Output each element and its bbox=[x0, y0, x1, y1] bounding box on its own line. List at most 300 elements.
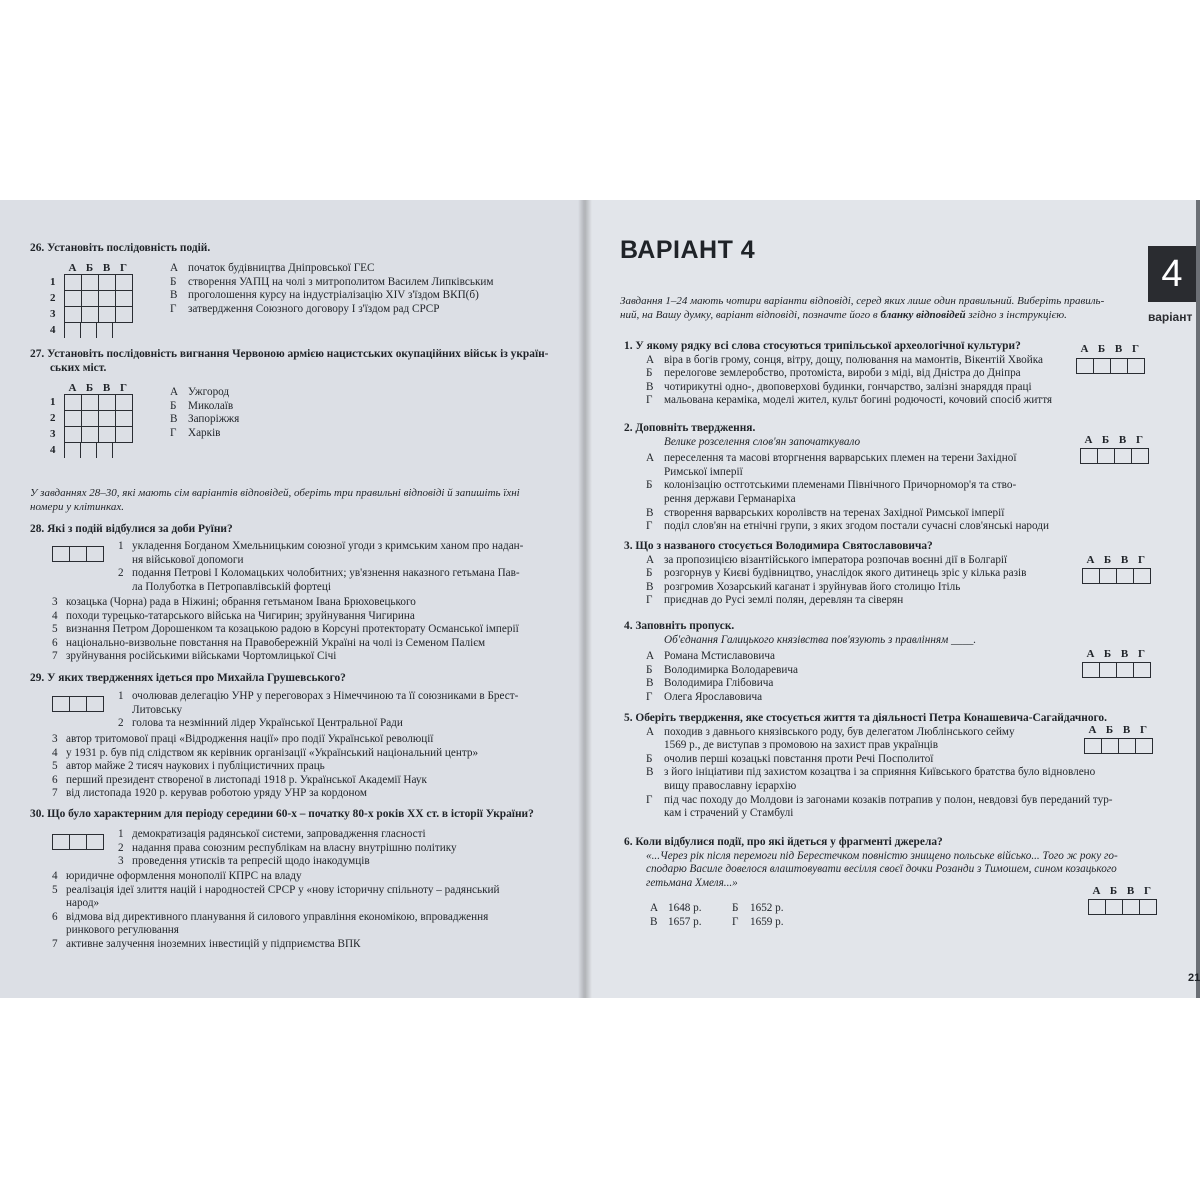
option-letter: Г bbox=[170, 302, 177, 315]
grid-cell[interactable] bbox=[64, 442, 81, 458]
option-letter: А bbox=[646, 650, 655, 663]
answer-cell[interactable] bbox=[1114, 448, 1132, 464]
question-29-options-rest bbox=[52, 733, 572, 801]
option-text: Володимирка Володаревича bbox=[664, 663, 798, 676]
grid-cell[interactable] bbox=[81, 290, 99, 307]
option-letter: Б bbox=[646, 567, 653, 580]
grid-row-label: 3 bbox=[50, 308, 56, 320]
option-letter: В bbox=[646, 506, 654, 519]
option-item bbox=[118, 567, 563, 581]
option-text: 1648 р. bbox=[668, 902, 702, 914]
answer-cell[interactable] bbox=[1131, 448, 1149, 464]
answer-cell[interactable] bbox=[1101, 738, 1119, 754]
option-text: демократизація радянської системи, запровадження гласності bbox=[132, 828, 426, 840]
option-text: козацька (Чорна) рада в Ніжині; обрання гетьманом Івана Брюховецького bbox=[66, 596, 416, 608]
option-number: 4 bbox=[52, 870, 58, 882]
instructions-line: номери у клітинках. bbox=[30, 501, 124, 513]
option-letter: А bbox=[646, 725, 655, 738]
grid-cell[interactable] bbox=[96, 322, 113, 338]
question-1-options bbox=[624, 354, 1074, 408]
question-30-title: 30. Що було характерним для періоду середини 60-х – початку 80-х років XX ст. в історії України? bbox=[30, 808, 534, 820]
option-a bbox=[170, 386, 470, 400]
option-item bbox=[52, 870, 572, 884]
option-number: 5 bbox=[52, 760, 58, 773]
option-text: вищу православну ієрархію bbox=[664, 779, 797, 792]
option-item bbox=[118, 581, 563, 595]
answer-header-2 bbox=[1080, 434, 1148, 446]
question-26 bbox=[30, 242, 210, 256]
option-text: очолив перші козацькі повстання проти Речі Посполитої bbox=[664, 752, 934, 765]
grid-row bbox=[50, 410, 132, 426]
option-text: Романа Мстиславовича bbox=[664, 650, 776, 663]
answer-col-label: В bbox=[1114, 343, 1123, 355]
option-d bbox=[732, 916, 784, 930]
grid-cell[interactable] bbox=[98, 290, 116, 307]
answer-cell[interactable] bbox=[1105, 899, 1123, 915]
book-spread bbox=[0, 200, 1200, 998]
answer-cell[interactable] bbox=[52, 696, 70, 712]
option-a bbox=[646, 354, 1074, 368]
option-text: ня військової допомоги bbox=[132, 553, 244, 566]
option-text: 1659 р. bbox=[750, 915, 784, 928]
option-letter: Г bbox=[170, 426, 177, 439]
grid-row bbox=[50, 306, 132, 322]
option-item bbox=[52, 733, 572, 747]
option-number: 3 bbox=[52, 596, 58, 608]
question-26-title: 26. Установіть послідовність подій. bbox=[30, 242, 211, 254]
question-5-options-top bbox=[624, 726, 1086, 767]
grid-cell[interactable] bbox=[81, 426, 99, 443]
grid-header bbox=[64, 262, 132, 274]
option-letter: Г bbox=[646, 594, 653, 607]
option-letter: А bbox=[646, 452, 655, 465]
question-6-title: 6. Коли відбулися події, про які йдеться у фрагменті джерела? bbox=[624, 836, 943, 848]
grid-row-label: 3 bbox=[50, 428, 56, 440]
answer-cell[interactable] bbox=[52, 834, 70, 850]
answer-cell[interactable] bbox=[1082, 568, 1100, 584]
option-text: переселення та масові вторгнення варварських племен на терени Західної bbox=[664, 452, 1017, 465]
option-item bbox=[52, 897, 572, 911]
option-c bbox=[646, 677, 1074, 691]
answer-cell[interactable] bbox=[1084, 738, 1102, 754]
grid-cell[interactable] bbox=[80, 322, 97, 338]
option-text: Олега Ярославовича bbox=[664, 690, 763, 703]
option-number bbox=[52, 924, 66, 938]
question-28-options-top bbox=[118, 540, 563, 594]
option-letter: А bbox=[170, 262, 179, 274]
question-29 bbox=[30, 672, 346, 686]
option-text: Ужгород bbox=[188, 386, 230, 398]
answer-cell[interactable] bbox=[1082, 662, 1100, 678]
grid-cell[interactable] bbox=[64, 426, 82, 443]
option-b bbox=[170, 400, 470, 414]
grid-col-label: Г bbox=[120, 262, 127, 274]
options-row bbox=[650, 902, 850, 916]
option-letter: Б bbox=[646, 367, 653, 380]
option-text: під час походу до Молдови із загонами козаків потрапив у полон, невдовзі був переданий тур- bbox=[664, 793, 1113, 806]
book-gutter bbox=[578, 200, 592, 998]
answer-cell[interactable] bbox=[1135, 738, 1153, 754]
answer-col-label: Г bbox=[1140, 724, 1147, 736]
grid-cell[interactable] bbox=[98, 410, 116, 427]
option-text: укладення Богданом Хмельницьким союзної угоди з кримським ханом про надан- bbox=[132, 540, 524, 552]
option-item bbox=[52, 610, 572, 624]
option-text: чотирикутні одно-, двоповерхові будинки, гончарство, залізні знаряддя праці bbox=[664, 380, 1032, 393]
grid-cell[interactable] bbox=[81, 306, 99, 323]
option-text: поділ слов'ян на етнічні групи, з яких згодом постали сучасні слов'янські народи bbox=[664, 520, 1049, 533]
answer-box-4[interactable] bbox=[1082, 662, 1150, 678]
grid-cell[interactable] bbox=[64, 322, 81, 338]
answer-cell[interactable] bbox=[1127, 358, 1145, 374]
answer-col-label: В bbox=[1120, 554, 1129, 566]
question-6-quote bbox=[624, 850, 1164, 891]
option-text: очолював делегацію УНР у переговорах з Німеччиною та її союзниками в Брест- bbox=[132, 690, 519, 702]
answer-cell[interactable] bbox=[86, 546, 104, 562]
variant-badge-label: варіант bbox=[1148, 310, 1193, 324]
grid-col-label: В bbox=[102, 262, 111, 274]
option-text: від листопада 1920 р. керував роботою уряду УНР за кордоном bbox=[66, 787, 367, 800]
option-item bbox=[52, 760, 572, 774]
grid-cell[interactable] bbox=[98, 426, 116, 443]
question-2-title: 2. Доповніть твердження. bbox=[624, 422, 756, 434]
answer-col-label: Г bbox=[1132, 343, 1139, 355]
answer-box-6[interactable] bbox=[1088, 899, 1156, 915]
question-29-title: 29. У яких твердженнях ідеться про Михайла Грушевського? bbox=[30, 672, 346, 684]
quote-line: сподарю Василе довелося влаштовувати весілля своєї дочки Розанди з Тимошем, сином козацького bbox=[646, 863, 1117, 876]
question-6 bbox=[624, 836, 1164, 890]
grid-cell[interactable] bbox=[64, 394, 82, 411]
option-text: розгромив Хозарський каганат і зруйнував його столицю Ітіль bbox=[664, 580, 961, 593]
quote-line: «...Через рік після перемоги під Берестечком повністю знищено польське військо... Того ж року го- bbox=[646, 849, 1118, 862]
answer-col-label: А bbox=[1080, 343, 1089, 355]
option-number: 6 bbox=[52, 636, 58, 649]
answer-cell[interactable] bbox=[86, 834, 104, 850]
option-letter: Г bbox=[646, 394, 653, 407]
grid-cell[interactable] bbox=[81, 410, 99, 427]
answer-grid-26[interactable] bbox=[50, 262, 132, 338]
answer-cell[interactable] bbox=[1076, 358, 1094, 374]
option-text: у 1931 р. був під слідством як керівник організації «Український національний центр» bbox=[66, 746, 479, 759]
answer-col-label: Б bbox=[1103, 554, 1112, 566]
grid-row-label: 4 bbox=[50, 444, 56, 456]
option-item bbox=[118, 842, 563, 856]
option-number bbox=[118, 554, 132, 568]
option-letter: А bbox=[650, 902, 659, 914]
option-item bbox=[52, 938, 572, 952]
answer-cell[interactable] bbox=[1088, 899, 1106, 915]
option-item bbox=[52, 596, 572, 610]
grid-col-label: А bbox=[68, 382, 77, 394]
instructions-text: ний, на Вашу думку, варіант відповіді, позначте його в bbox=[620, 309, 881, 321]
option-text: визнання Петром Дорошенком та козацькою радою в Корсуні протекторату Османської імперії bbox=[66, 623, 519, 636]
option-number: 5 bbox=[52, 883, 58, 896]
question-30-options-top bbox=[118, 828, 563, 869]
option-letter: Б bbox=[170, 399, 177, 412]
option-b bbox=[646, 753, 1086, 767]
answer-col-label: Г bbox=[1138, 554, 1145, 566]
option-text: проголошення курсу на індустріалізацію XIV з'їздом ВКП(б) bbox=[188, 289, 479, 302]
question-27 bbox=[30, 348, 570, 375]
answer-col-label: В bbox=[1120, 648, 1129, 660]
quote-line: гетьмана Хмеля...» bbox=[646, 876, 738, 889]
option-text: Харків bbox=[188, 426, 221, 439]
option-c bbox=[646, 381, 1074, 395]
option-text: створення УАПЦ на чолі з митрополитом Василем Липківським bbox=[188, 275, 494, 288]
grid-cell[interactable] bbox=[115, 410, 133, 427]
answer-header-6 bbox=[1088, 885, 1156, 897]
option-b bbox=[646, 664, 1074, 678]
answer-col-label: Г bbox=[1138, 648, 1145, 660]
option-text: народ» bbox=[66, 897, 100, 910]
option-letter: Б bbox=[646, 479, 653, 492]
option-item bbox=[118, 690, 563, 704]
option-d bbox=[646, 594, 1074, 608]
option-letter bbox=[646, 493, 664, 507]
answer-cell[interactable] bbox=[1133, 662, 1151, 678]
answer-cell[interactable] bbox=[1116, 662, 1134, 678]
question-2-stem: Велике розселення слов'ян започаткувало bbox=[664, 435, 861, 448]
option-item bbox=[118, 717, 563, 731]
question-28-options-rest bbox=[52, 596, 572, 664]
answer-cell[interactable] bbox=[86, 696, 104, 712]
option-number: 1 bbox=[118, 828, 124, 840]
grid-header bbox=[64, 382, 132, 394]
answer-box-5[interactable] bbox=[1084, 738, 1152, 754]
grid-row bbox=[50, 274, 132, 290]
answer-header-4 bbox=[1082, 648, 1150, 660]
option-number bbox=[118, 581, 132, 595]
question-1 bbox=[624, 340, 1074, 408]
question-29-options-top bbox=[118, 690, 563, 731]
instructions-text: згідно з інструкцією. bbox=[965, 309, 1067, 321]
option-letter: В bbox=[646, 580, 654, 593]
option-text: автор тритомової праці «Відродження нації» про події Української революції bbox=[66, 733, 434, 745]
option-number: 3 bbox=[52, 733, 58, 745]
grid-cell[interactable] bbox=[112, 322, 129, 338]
option-text: рення держави Германаріха bbox=[664, 492, 796, 505]
answer-header-3 bbox=[1082, 554, 1150, 566]
question-27-options bbox=[170, 386, 470, 440]
option-letter: В bbox=[646, 677, 654, 690]
answer-box-28[interactable] bbox=[52, 546, 103, 562]
option-number: 1 bbox=[118, 690, 124, 702]
option-item bbox=[118, 554, 563, 568]
option-letter: В bbox=[650, 915, 658, 928]
option-item bbox=[52, 747, 572, 761]
answer-cell[interactable] bbox=[1080, 448, 1098, 464]
option-text: за пропозицією візантійського імператора розпочав воєнні дії в Болгарії bbox=[664, 553, 1008, 566]
option-text: розгорнув у Києві будівництво, унаслідок якого дитинець зріс у кілька разів bbox=[664, 567, 1027, 580]
answer-cell[interactable] bbox=[69, 696, 87, 712]
option-number: 1 bbox=[118, 540, 124, 552]
option-number: 7 bbox=[52, 650, 58, 663]
grid-row bbox=[50, 426, 132, 442]
instructions-1-24 bbox=[620, 294, 1145, 322]
grid-row-label: 2 bbox=[50, 412, 56, 424]
question-27-title-cont: ських міст. bbox=[50, 361, 107, 374]
instructions-line: У завданнях 28–30, які мають сім варіантів відповідей, оберіть три правильні відповіді й запишіть їхні bbox=[30, 487, 520, 499]
answer-cell[interactable] bbox=[1139, 899, 1157, 915]
grid-cell[interactable] bbox=[81, 274, 99, 291]
instructions-line bbox=[620, 308, 1145, 322]
answer-cell[interactable] bbox=[1116, 568, 1134, 584]
option-letter bbox=[646, 807, 664, 821]
grid-cell[interactable] bbox=[115, 306, 133, 323]
variant-badge: 4 bbox=[1148, 246, 1196, 302]
grid-cell[interactable] bbox=[115, 290, 133, 307]
option-text: приєднав до Русі землі полян, деревлян та сіверян bbox=[664, 594, 904, 607]
option-c bbox=[170, 413, 470, 427]
option-c bbox=[650, 916, 732, 930]
option-letter: В bbox=[646, 766, 654, 779]
option-item bbox=[118, 828, 563, 842]
option-text: 1569 р., де виступав з промовою на захист прав українців bbox=[664, 739, 939, 752]
answer-cell[interactable] bbox=[1110, 358, 1128, 374]
answer-cell[interactable] bbox=[1099, 568, 1117, 584]
option-text: 1652 р. bbox=[750, 902, 784, 914]
question-5-options-rest bbox=[624, 766, 1184, 820]
answer-box-3[interactable] bbox=[1082, 568, 1150, 584]
option-number: 6 bbox=[52, 910, 58, 923]
answer-cell[interactable] bbox=[69, 546, 87, 562]
option-text: мальована кераміка, моделі жител, культ богині родючості, кочовий спосіб життя bbox=[664, 394, 1053, 407]
grid-cell[interactable] bbox=[115, 426, 133, 443]
grid-cell[interactable] bbox=[112, 442, 129, 458]
answer-cell[interactable] bbox=[1097, 448, 1115, 464]
grid-cell[interactable] bbox=[115, 274, 133, 291]
option-d bbox=[646, 691, 1074, 705]
option-a-cont bbox=[646, 739, 1086, 753]
answer-col-label: В bbox=[1118, 434, 1127, 446]
question-2 bbox=[624, 422, 1074, 534]
option-item bbox=[52, 623, 572, 637]
option-a-cont bbox=[646, 466, 1074, 480]
option-text: 1657 р. bbox=[668, 915, 702, 928]
instructions-bold: бланку відповідей bbox=[880, 309, 966, 321]
question-27-title: 27. Установіть послідовність вигнання Червоною армією нацистських окупаційних військ із україн- bbox=[30, 348, 549, 360]
option-text: Литовську bbox=[132, 703, 183, 716]
option-text: з його ініціативи під захистом козацтва і за сприяння Київського братства було відновлено bbox=[664, 766, 1096, 779]
answer-cell[interactable] bbox=[1133, 568, 1151, 584]
option-text: реалізація ідеї злиття націй і народностей СРСР у «нову історичну спільноту – радянський bbox=[66, 883, 500, 896]
page-edge bbox=[1196, 200, 1200, 998]
question-3-title: 3. Що з названого стосується Володимира Святославовича? bbox=[624, 540, 933, 552]
answer-cell[interactable] bbox=[69, 834, 87, 850]
option-item bbox=[52, 637, 572, 651]
grid-cell[interactable] bbox=[98, 306, 116, 323]
question-4-options bbox=[624, 650, 1074, 704]
answer-box-30[interactable] bbox=[52, 834, 103, 850]
option-letter: В bbox=[646, 380, 654, 393]
option-text: створення варварських королівств на теренах Західної Римської імперії bbox=[664, 506, 1005, 519]
grid-cell[interactable] bbox=[98, 274, 116, 291]
answer-col-label: А bbox=[1084, 434, 1093, 446]
option-text: кам і страчений у Стамбулі bbox=[664, 807, 794, 820]
option-letter: Б bbox=[170, 275, 177, 288]
answer-box-2[interactable] bbox=[1080, 448, 1148, 464]
option-number bbox=[52, 897, 66, 911]
option-number: 2 bbox=[118, 567, 124, 580]
option-item bbox=[118, 540, 563, 554]
answer-cell[interactable] bbox=[1118, 738, 1136, 754]
answer-box-29[interactable] bbox=[52, 696, 103, 712]
option-letter: Б bbox=[646, 663, 653, 676]
answer-col-label: А bbox=[1088, 724, 1097, 736]
answer-cell[interactable] bbox=[52, 546, 70, 562]
option-letter: А bbox=[646, 553, 655, 566]
question-28-title: 28. Які з подій відбулися за доби Руїни? bbox=[30, 523, 233, 535]
grid-cell[interactable] bbox=[81, 394, 99, 411]
grid-row bbox=[50, 442, 132, 458]
option-text: перший президент створеної в листопаді 1918 р. Української Академії Наук bbox=[66, 773, 427, 786]
question-30-options-rest bbox=[52, 870, 572, 952]
grid-cell[interactable] bbox=[64, 306, 82, 323]
option-a bbox=[646, 554, 1074, 568]
answer-cell[interactable] bbox=[1122, 899, 1140, 915]
option-text: перелогове землеробство, протоміста, вироби з міді, від Дністра до Дніпра bbox=[664, 367, 1021, 380]
option-item bbox=[52, 774, 572, 788]
answer-header-5 bbox=[1084, 724, 1152, 736]
grid-cell[interactable] bbox=[96, 442, 113, 458]
option-letter: Г bbox=[646, 793, 653, 806]
grid-cell[interactable] bbox=[64, 290, 82, 307]
question-4-title: 4. Заповніть пропуск. bbox=[624, 620, 735, 632]
grid-col-label: Б bbox=[85, 382, 94, 394]
option-letter: В bbox=[170, 289, 178, 302]
grid-cell[interactable] bbox=[64, 410, 82, 427]
option-text: автор майже 2 тисяч наукових і публіцистичних праць bbox=[66, 760, 325, 773]
option-d bbox=[170, 427, 470, 441]
option-d bbox=[170, 303, 570, 317]
option-number bbox=[118, 704, 132, 718]
answer-cell[interactable] bbox=[1099, 662, 1117, 678]
option-d-cont bbox=[646, 807, 1184, 821]
option-text: походив з давнього князівського роду, був делегатом Люблінського сейму bbox=[664, 725, 1015, 738]
question-28 bbox=[30, 523, 233, 537]
options-row bbox=[650, 916, 850, 930]
grid-cell[interactable] bbox=[80, 442, 97, 458]
option-item bbox=[118, 855, 563, 869]
option-text: віра в богів грому, сонця, вітру, дощу, полювання на мамонтів, Вікентій Хвойка bbox=[664, 353, 1043, 366]
option-number: 3 bbox=[118, 855, 124, 868]
option-text: Миколаїв bbox=[188, 399, 234, 412]
grid-cell[interactable] bbox=[98, 394, 116, 411]
option-letter: В bbox=[170, 413, 178, 426]
question-1-title: 1. У якому рядку всі слова стосуються трипільської археологічної культури? bbox=[624, 340, 1021, 352]
option-number: 2 bbox=[118, 717, 124, 730]
grid-cell[interactable] bbox=[64, 274, 82, 291]
answer-box-1[interactable] bbox=[1076, 358, 1144, 374]
option-letter: Г bbox=[646, 690, 653, 703]
answer-cell[interactable] bbox=[1093, 358, 1111, 374]
grid-cell[interactable] bbox=[115, 394, 133, 411]
option-number: 5 bbox=[52, 623, 58, 636]
answer-col-label: А bbox=[1086, 554, 1095, 566]
option-letter: Б bbox=[646, 752, 653, 765]
answer-grid-27[interactable] bbox=[50, 382, 132, 458]
option-b bbox=[170, 276, 570, 290]
grid-col-label: А bbox=[68, 262, 77, 274]
option-b bbox=[646, 479, 1074, 493]
option-text: проведення утисків та репресій щодо інакодумців bbox=[132, 855, 370, 868]
option-text: активне залучення іноземних інвестицій у підприємства ВПК bbox=[66, 937, 361, 950]
answer-col-label: Б bbox=[1097, 343, 1106, 355]
option-item bbox=[118, 704, 563, 718]
option-text: ринкового регулювання bbox=[66, 924, 179, 937]
option-text: голова та незмінний лідер Української Центральної Ради bbox=[132, 717, 403, 730]
grid-row-label: 2 bbox=[50, 292, 56, 304]
question-4 bbox=[624, 620, 1074, 705]
